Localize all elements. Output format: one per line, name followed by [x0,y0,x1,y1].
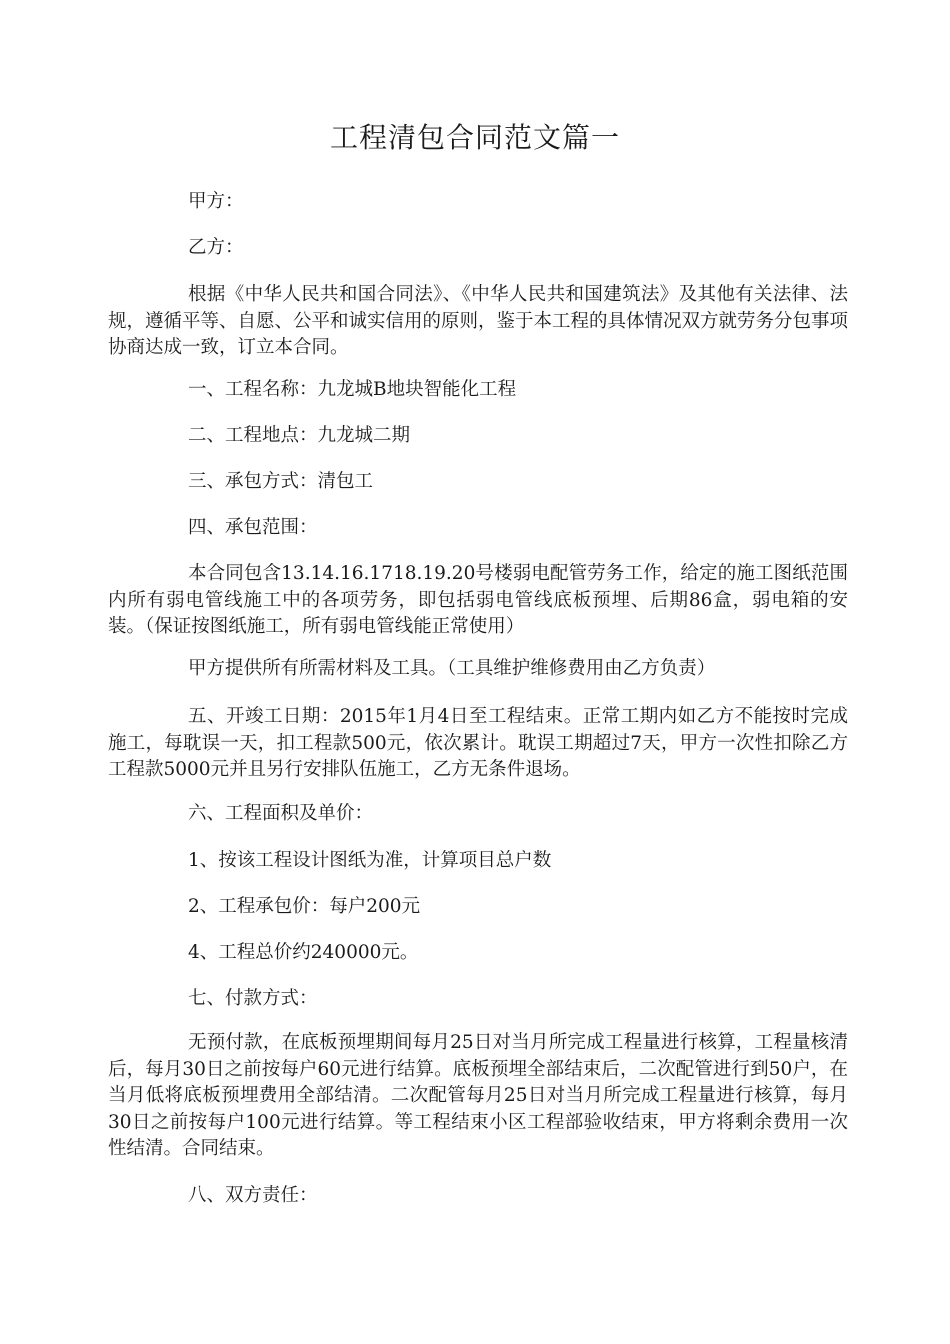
materials-paragraph: 甲方提供所有所需材料及工具。（工具维护维修费用由乙方负责） [188,658,716,679]
payment-heading: 七、付款方式： [188,988,318,1009]
scope-paragraph: 本合同包含13.14.16.1718.19.20号楼弱电配管劳务工作，给定的施工图纸范围内所有弱电管线施工中的各项劳务，即包括弱电管线底板预埋、后期86盒，弱电箱的安装。（保证按图纸施工，所有弱电管线能正常使用） [108,563,848,637]
area-price-heading: 六、工程面积及单价： [188,803,374,824]
scope-heading: 四、承包范围： [188,517,318,538]
payment-paragraph: 无预付款，在底板预埋期间每月25日对当月所完成工程量进行核算，工程量核清后，每月30日之前按每户60元进行结算。底板预埋全部结束后，二次配管进行到50户，在当月低将底板预埋费用全部结清。二次配管每月25日对当月所完成工程量进行核算，每月30日之前按每户100元进行结算。等工程结束小区工程部验收结束，甲方将剩余费用一次性结清。合同结束。 [108,1032,848,1159]
project-name-line: 一、工程名称：九龙城B地块智能化工程 [188,379,517,400]
project-location-line: 二、工程地点：九龙城二期 [188,425,411,446]
document-title: 工程清包合同范文篇一 [329,121,620,154]
schedule-paragraph: 五、开竣工日期：2015年1月4日至工程结束。正常工期内如乙方不能按时完成施工，每耽误一天，扣工程款500元，依次累计。耽误工期超过7天，甲方一次性扣除乙方工程款5000元并且另行安排队伍施工，乙方无条件退场。 [108,706,848,780]
item-4-line: 4、工程总价约240000元。 [188,942,419,963]
party-b-line: 乙方： [188,237,244,258]
party-a-line: 甲方： [188,191,244,212]
item-2-line: 2、工程承包价：每户200元 [188,896,421,917]
item-1-line: 1、按该工程设计图纸为准，计算项目总户数 [188,850,552,871]
preamble-paragraph: 根据《中华人民共和国合同法》、《中华人民共和国建筑法》及其他有关法律、法规，遵循平等、自愿、公平和诚实信用的原则，鉴于本工程的具体情况双方就劳务分包事项协商达成一致，订立本合同。 [108,284,849,358]
responsibilities-heading: 八、双方责任： [188,1185,318,1206]
contract-method-line: 三、承包方式：清包工 [188,471,374,492]
